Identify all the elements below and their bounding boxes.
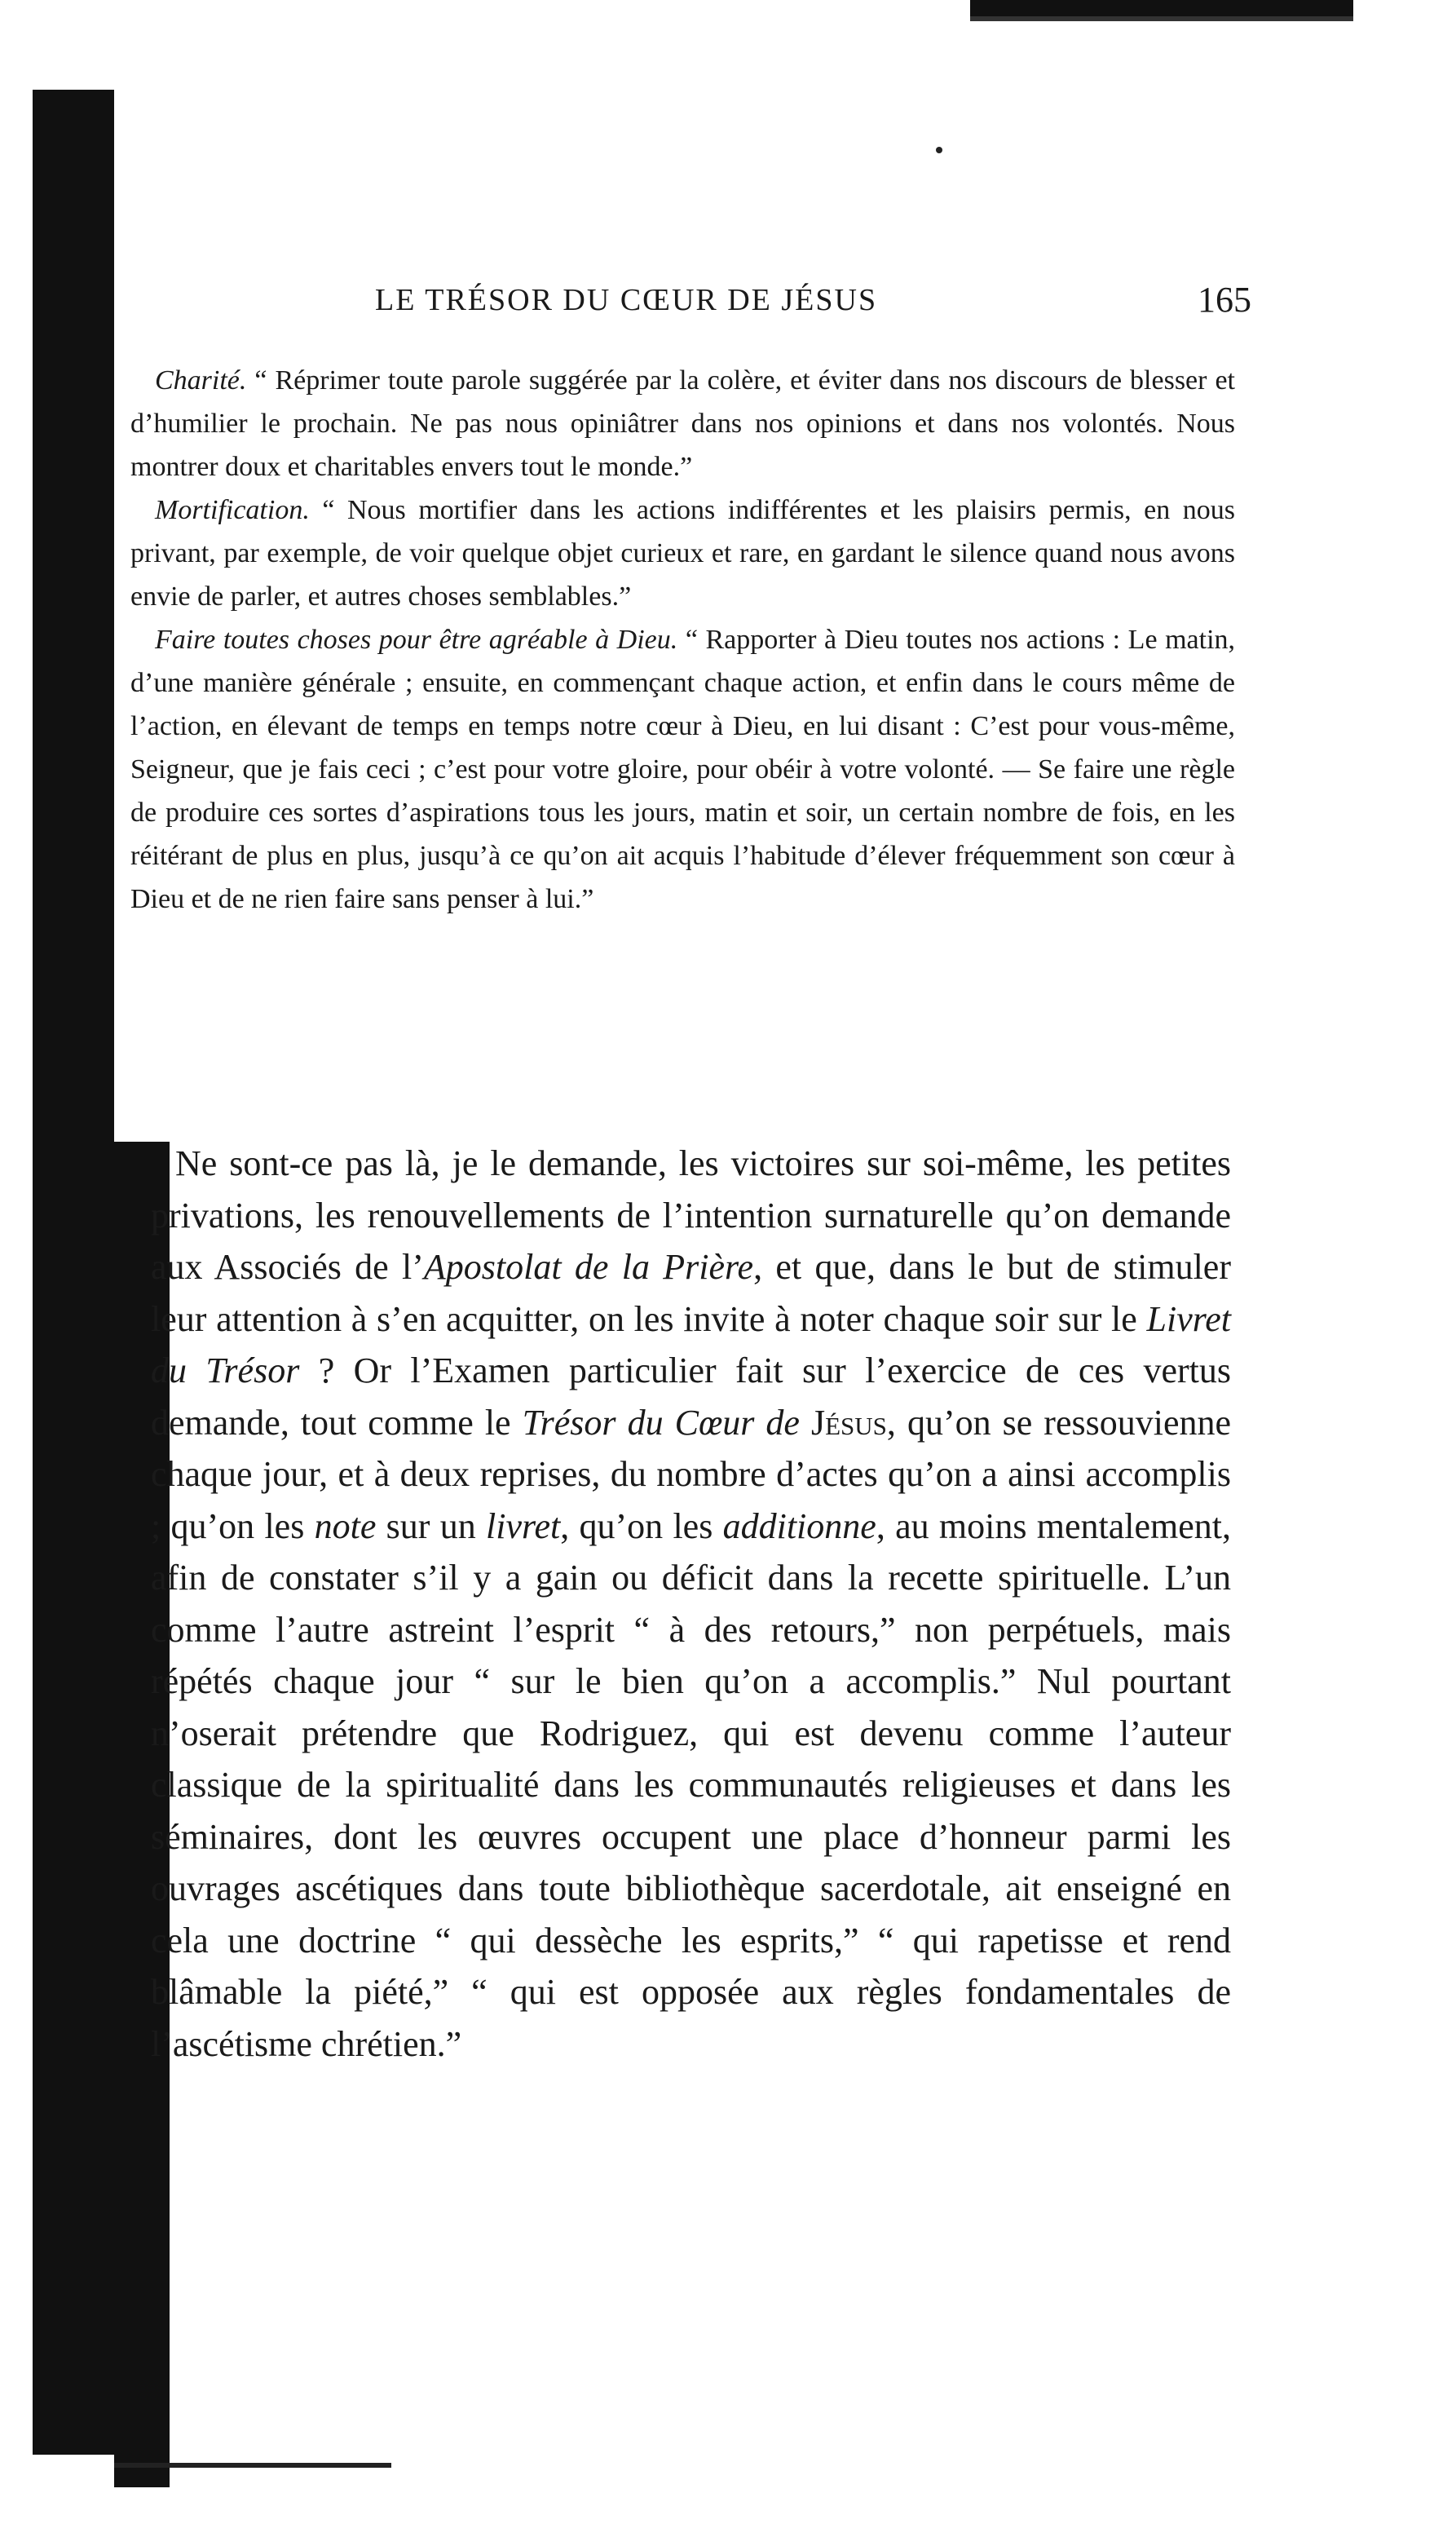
body-text-part-5: sur un xyxy=(376,1505,486,1546)
italic-livret-tresor: Livret du Trésor xyxy=(151,1298,1231,1390)
quote-text-charite: “ Réprimer toute parole suggérée par la colère, et éviter dans nos discours de blesser et d’humilier le prochain. Ne pas nous opiniâtrer dans nos opinions et dans nos volontés. Nous montrer doux et charitables envers tout le monde.” xyxy=(130,365,1235,482)
body-text-part-4: , qu’on se ressouvienne chaque jour, et à deux reprises, du nombre d’actes qu’on a ainsi accomplis ; qu’on les xyxy=(151,1402,1231,1546)
italic-apostolat: Apostolat de la Prière xyxy=(423,1247,754,1287)
scan-artifact-book-spine xyxy=(33,90,114,2455)
body-text-part-2: , et que, dans le but de stimuler leur attention à s’en acquitter, on les invite à noter chaque soir sur le xyxy=(151,1247,1231,1339)
body-text-part-3: ? Or l’Examen particulier fait sur l’exercice de ces vertus demande, tout comme le xyxy=(151,1350,1231,1443)
quote-text-faire-toutes: “ Rapporter à Dieu toutes nos actions : Le matin, d’une manière générale ; ensuite, en commençant chaque action, et enfin dans le cours même de l’action, en élevant de temps en temps notre cœur à Dieu, en lui disant : C’est pour vous-même, Seigneur, que je fais ceci ; c’est pour votre gloire, pour obéir à votre volonté. — Se faire une règle de produire ces sortes d’aspirations tous les jours, matin et soir, un certain nombre de fois, en les réitérant de plus en plus, jusqu’à ce qu’on ait acquis l’habitude d’élever fréquemment son cœur à Dieu et de ne rien faire sans penser à lui.” xyxy=(130,625,1236,914)
scan-artifact-top-bar-shadow xyxy=(970,16,1353,21)
quote-faire-toutes xyxy=(130,618,1235,921)
body-text-part-7: , au moins mentalement, afin de constater s’il y a gain ou déficit dans la recette spirituelle. L’un comme l’autre astreint l’esprit “ à des retours,” non perpétuels, mais répétés chaque jour “ sur le bien qu’on a accomplis.” Nul pourtant n’oserait prétendre que Rodriguez, qui est devenu comme l’auteur classique de la spiritualité dans les communautés religieuses et dans les séminaires, dont les œuvres occupent une place d’honneur parmi les ouvrages ascétiques dans toute bibliothèque sacerdotale, ait enseigné en cela une doctrine “ qui dessèche les esprits,” “ qui rapetisse et rend blâmable la piété,” “ qui est opposée aux règles fondamentales de l’ascétisme chrétien.” xyxy=(151,1505,1231,2064)
quote-mortification xyxy=(130,488,1235,618)
quote-text-mortification: “ Nous mortifier dans les actions indifférentes et les plaisirs permis, en nous privant, par exemple, de voir quelque objet curieux et rare, en gardant le silence quand nous avons envie de parler, et autres choses semblables.” xyxy=(130,495,1235,612)
italic-livret: livret xyxy=(486,1505,561,1546)
italic-note: note xyxy=(314,1505,377,1546)
quote-label-charite: Charité. xyxy=(155,365,247,396)
quote-label-faire-toutes: Faire toutes choses pour être agréable à Dieu. xyxy=(155,625,678,655)
page-number: 165 xyxy=(1198,280,1251,320)
quote-charite xyxy=(130,359,1235,488)
body-text-part-1: Ne sont-ce pas là, je le demande, les victoires sur soi-même, les petites privations, les renouvellements de l’intention surnaturelle qu’on demande aux Associés de l’ xyxy=(151,1143,1231,1287)
body-paragraph xyxy=(151,1138,1231,2070)
scan-speck xyxy=(936,147,942,153)
body-text xyxy=(151,1138,1231,2070)
italic-additionne: additionne xyxy=(722,1505,876,1546)
smallcaps-jesus: Jésus xyxy=(799,1402,887,1443)
page-header xyxy=(375,282,1251,331)
body-text-part-6: , qu’on les xyxy=(560,1505,723,1546)
running-title: LE TRÉSOR DU CŒUR DE JÉSUS xyxy=(375,283,878,317)
scan-artifact-top-bar xyxy=(970,0,1353,18)
italic-tresor-coeur: Trésor du Cœur de xyxy=(522,1402,800,1443)
quote-label-mortification: Mortification. xyxy=(155,495,310,525)
scan-artifact-spine-foot xyxy=(114,2463,391,2468)
quoted-rules xyxy=(130,359,1235,921)
